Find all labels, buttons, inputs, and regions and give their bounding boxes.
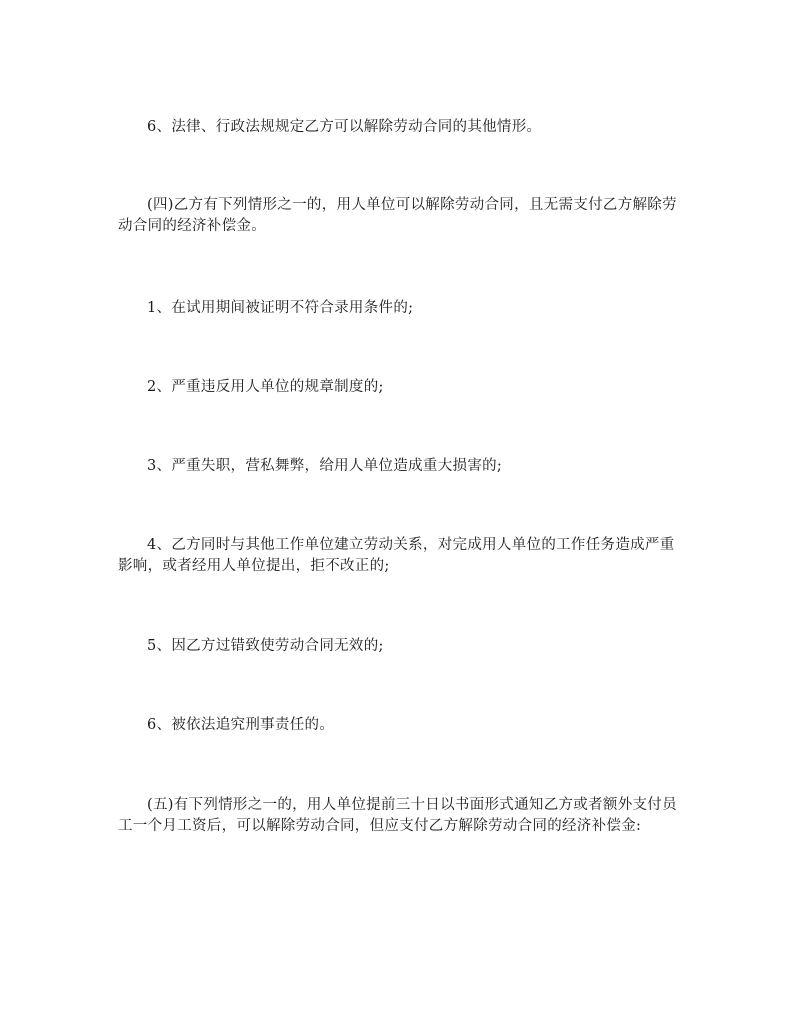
clause-5-invalid-contract: 5、因乙方过错致使劳动合同无效的; bbox=[147, 638, 384, 654]
clause-6-criminal-liability: 6、被依法追究刑事责任的。 bbox=[147, 717, 335, 733]
clause-4-dual-employment: 4、乙方同时与其他工作单位建立劳动关系，对完成用人单位的工作任务造成严重影响，或者经用人单位提出，拒不改正的; bbox=[118, 537, 675, 574]
section-5-heading: (五)有下列情形之一的，用人单位提前三十日以书面形式通知乙方或者额外支付员工一个月工资后，可以解除劳动合同，但应支付乙方解除劳动合同的经济补偿金: bbox=[118, 797, 677, 834]
clause-2-rule-violation: 2、严重违反用人单位的规章制度的; bbox=[147, 379, 384, 395]
section-4-heading: (四)乙方有下列情形之一的，用人单位可以解除劳动合同，且无需支付乙方解除劳动合同的经济补偿金。 bbox=[118, 197, 677, 234]
clause-1-probation: 1、在试用期间被证明不符合录用条件的; bbox=[147, 300, 414, 316]
clause-3-dereliction: 3、严重失职，营私舞弊，给用人单位造成重大损害的; bbox=[147, 458, 503, 474]
clause-6-other-circumstances: 6、法律、行政法规规定乙方可以解除劳动合同的其他情形。 bbox=[147, 119, 542, 135]
